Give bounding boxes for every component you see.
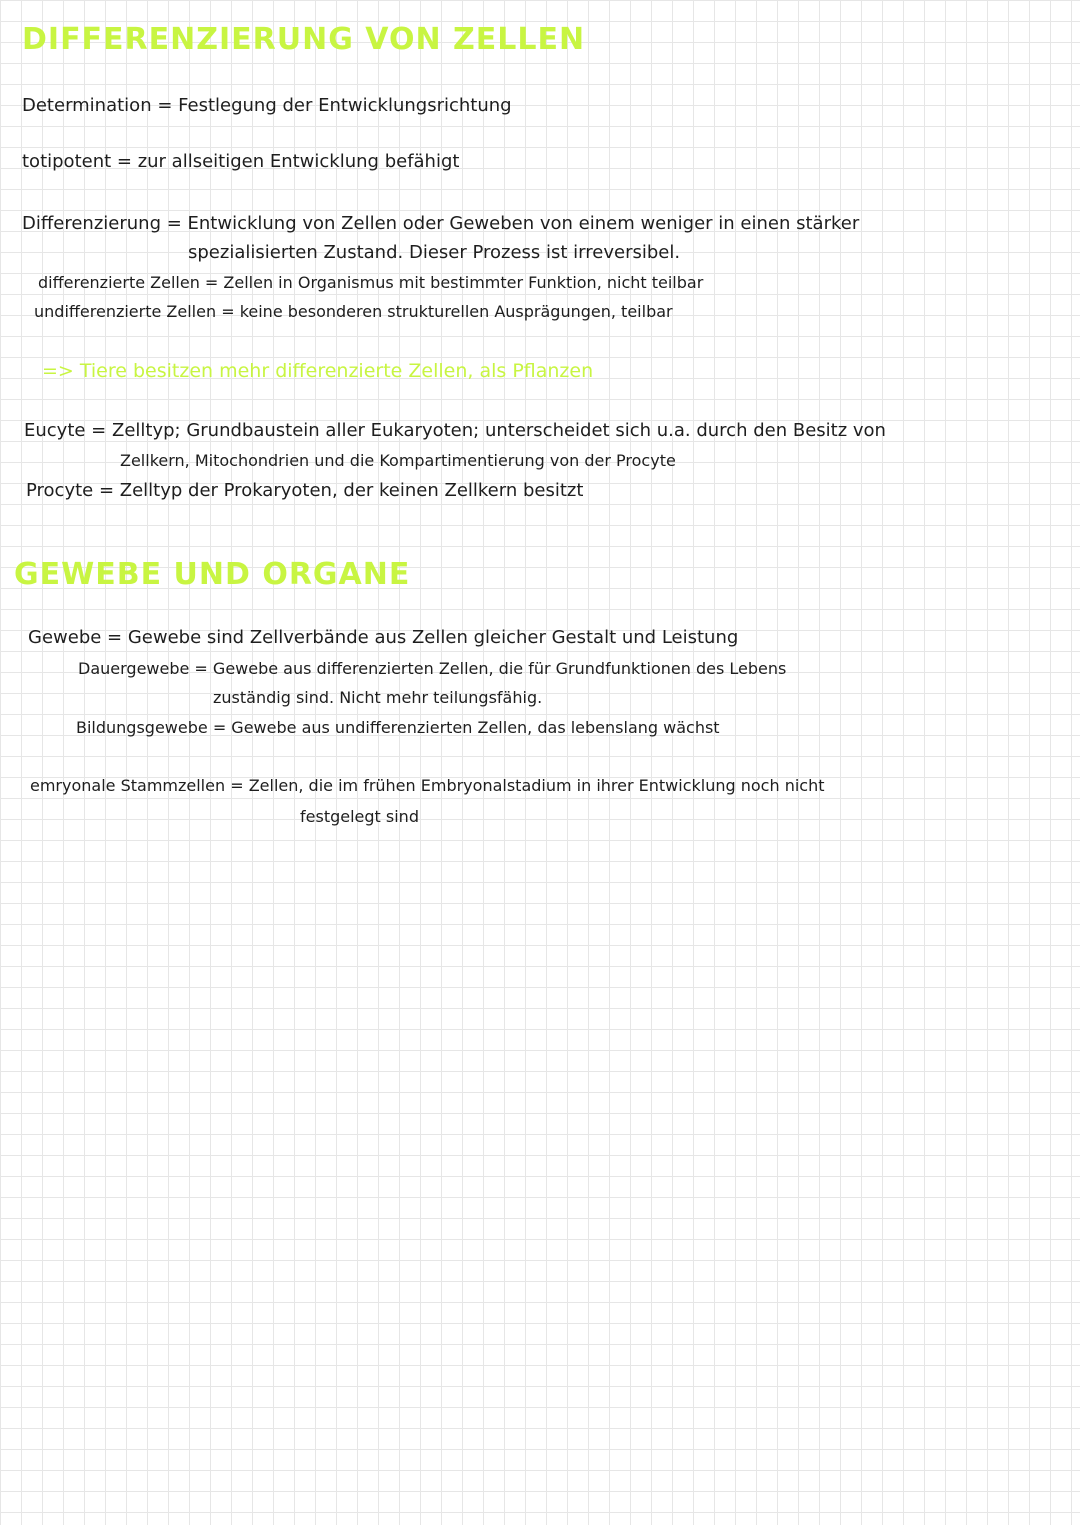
line-bildungsgewebe: Bildungsgewebe = Gewebe aus undifferenzierten Zellen, das lebenslang wächst <box>76 718 720 737</box>
line-gewebe: Gewebe = Gewebe sind Zellverbände aus Zellen gleicher Gestalt und Leistung <box>28 627 739 648</box>
heading-differenzierung: DIFFERENZIERUNG VON ZELLEN <box>22 22 586 57</box>
line-differenzierung-1: Differenzierung = Entwicklung von Zellen oder Geweben von einem weniger in einen stärker <box>22 213 860 234</box>
line-undifferenzierte: undifferenzierte Zellen = keine besonderen strukturellen Ausprägungen, teilbar <box>34 302 673 321</box>
line-differenzierung-2: spezialisierten Zustand. Dieser Prozess ist irreversibel. <box>188 242 681 263</box>
line-eucyte-1: Eucyte = Zelltyp; Grundbaustein aller Eukaryoten; unterscheidet sich u.a. durch den Besitz von <box>24 420 886 441</box>
line-totipotent: totipotent = zur allseitigen Entwicklung befähigt <box>22 151 460 172</box>
line-determination: Determination = Festlegung der Entwicklungsrichtung <box>22 95 512 116</box>
line-stammzellen-2: festgelegt sind <box>300 807 419 826</box>
line-differenzierte: differenzierte Zellen = Zellen in Organismus mit bestimmter Funktion, nicht teilbar <box>38 273 704 292</box>
line-tiere: => Tiere besitzen mehr differenzierte Zellen, als Pflanzen <box>42 360 594 382</box>
heading-gewebe: GEWEBE UND ORGANE <box>14 557 411 592</box>
line-eucyte-2: Zellkern, Mitochondrien und die Kompartimentierung von der Procyte <box>120 451 676 470</box>
line-procyte: Procyte = Zelltyp der Prokaryoten, der keinen Zellkern besitzt <box>26 480 584 501</box>
line-stammzellen-1: emryonale Stammzellen = Zellen, die im frühen Embryonalstadium in ihrer Entwicklung noch nicht <box>30 776 825 795</box>
line-dauergewebe-2: zuständig sind. Nicht mehr teilungsfähig. <box>213 688 543 707</box>
line-dauergewebe-1: Dauergewebe = Gewebe aus differenzierten Zellen, die für Grundfunktionen des Lebens <box>78 659 787 678</box>
